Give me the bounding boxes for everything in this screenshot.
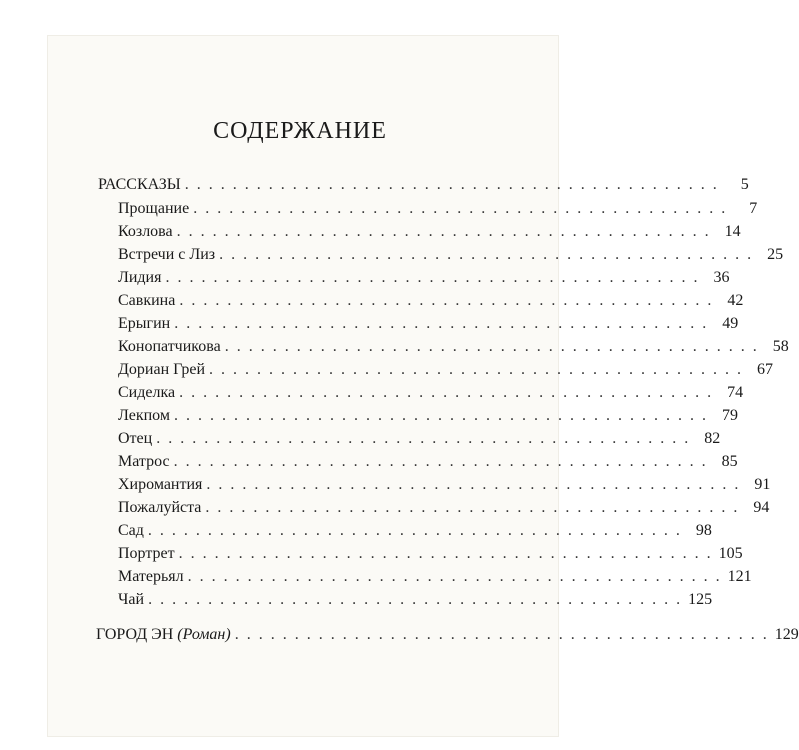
toc-label: Прощание: [118, 200, 190, 217]
leader-dots: . . . . . . . . . . . . . . . . . . . . . . . . . . . . . . . . . . . . . . . . . . . . .: [206, 476, 741, 493]
page-number: 5: [740, 176, 749, 193]
leader-dots: . . . . . . . . . . . . . . . . . . . . . . . . . . . . . . . . . . . . . . . . . . . . .: [209, 361, 744, 378]
toc-label: Ерыгин: [118, 315, 171, 332]
leader-dots: . . . . . . . . . . . . . . . . . . . . . . . . . . . . . . . . . . . . . . . . . . . . .: [184, 176, 719, 193]
toc-label: Козлова: [118, 223, 173, 240]
toc-item: [118, 430, 721, 448]
toc-section-stories: [98, 176, 749, 194]
toc-section-novel: [96, 626, 799, 644]
leader-dots: . . . . . . . . . . . . . . . . . . . . . . . . . . . . . . . . . . . . . . . . . . . . .: [176, 223, 711, 240]
leader-dots: . . . . . . . . . . . . . . . . . . . . . . . . . . . . . . . . . . . . . . . . . . . . .: [219, 246, 754, 263]
toc-item: [118, 545, 743, 563]
page-number: 14: [724, 223, 741, 240]
leader-dots: . . . . . . . . . . . . . . . . . . . . . . . . . . . . . . . . . . . . . . . . . . . . .: [179, 384, 714, 401]
page-number: 36: [713, 269, 730, 286]
leader-dots: . . . . . . . . . . . . . . . . . . . . . . . . . . . . . . . . . . . . . . . . . . . . .: [178, 545, 713, 562]
page-number: 98: [695, 522, 712, 539]
page-number: 7: [749, 200, 758, 217]
novel-note: (Роман): [177, 626, 231, 643]
leader-dots: . . . . . . . . . . . . . . . . . . . . . . . . . . . . . . . . . . . . . . . . . . . . .: [174, 315, 709, 332]
page-number: 79: [722, 407, 738, 424]
page-number: 105: [718, 545, 743, 562]
page-number: 25: [767, 246, 784, 263]
toc-label: Лекпом: [118, 407, 170, 424]
toc-label: Матерьял: [118, 568, 184, 585]
toc-item: [118, 200, 758, 218]
toc-item: [118, 499, 770, 517]
toc-label: Портрет: [118, 545, 175, 562]
toc-label: Чай: [118, 591, 145, 608]
toc-item: [118, 223, 741, 241]
toc-label: Пожалуйста: [118, 499, 202, 516]
leader-dots: . . . . . . . . . . . . . . . . . . . . . . . . . . . . . . . . . . . . . . . . . . . . .: [179, 292, 714, 309]
page-number: 125: [688, 591, 713, 608]
toc-label: Хиромантия: [118, 476, 203, 493]
page-number: 42: [727, 292, 744, 309]
page-number: 49: [722, 315, 739, 332]
page-number: 91: [754, 476, 771, 493]
toc-item: [118, 453, 738, 471]
page-number: 82: [704, 430, 721, 447]
toc-label: Матрос: [118, 453, 170, 470]
leader-dots: . . . . . . . . . . . . . . . . . . . . . . . . . . . . . . . . . . . . . . . . . . . . .: [174, 407, 708, 424]
toc-item: [118, 315, 739, 333]
toc-label: Конопатчикова: [118, 338, 221, 355]
leader-dots: . . . . . . . . . . . . . . . . . . . . . . . . . . . . . . . . . . . . . . . . . . . . .: [187, 568, 722, 585]
toc-item: [118, 246, 784, 264]
toc-item: [118, 407, 738, 425]
toc-label: Савкина: [118, 292, 176, 309]
novel-title: ГОРОД ЭН: [96, 626, 174, 643]
toc-item: [118, 338, 789, 356]
leader-dots: . . . . . . . . . . . . . . . . . . . . . . . . . . . . . . . . . . . . . . . . . . . . .: [148, 591, 683, 608]
leader-dots: . . . . . . . . . . . . . . . . . . . . . . . . . . . . . . . . . . . . . . . . . . . . .: [224, 338, 759, 355]
page-number: 94: [753, 499, 770, 516]
page-number: 74: [727, 384, 744, 401]
toc-label: Дориан Грей: [118, 361, 206, 378]
page-number: 85: [721, 453, 738, 470]
toc-label: Сиделка: [118, 384, 176, 401]
toc-label: Сад: [118, 522, 144, 539]
toc-item: [118, 361, 774, 379]
page-number: 121: [727, 568, 752, 585]
leader-dots: . . . . . . . . . . . . . . . . . . . . . . . . . . . . . . . . . . . . . . . . . . . . .: [234, 626, 769, 643]
toc-label: Отец: [118, 430, 153, 447]
leader-dots: . . . . . . . . . . . . . . . . . . . . . . . . . . . . . . . . . . . . . . . . . . . . .: [193, 200, 728, 217]
toc-item: [118, 591, 713, 609]
toc-label: РАССКАЗЫ: [98, 176, 181, 193]
toc-label: [96, 626, 231, 644]
toc-item: [118, 384, 744, 402]
page-number: 67: [757, 361, 774, 378]
toc-item: [118, 476, 771, 494]
toc-item: [118, 269, 730, 287]
toc-label: Встречи с Лиз: [118, 246, 216, 263]
page-number: 58: [772, 338, 789, 355]
leader-dots: . . . . . . . . . . . . . . . . . . . . . . . . . . . . . . . . . . . . . . . . . . . . .: [147, 522, 682, 539]
leader-dots: . . . . . . . . . . . . . . . . . . . . . . . . . . . . . . . . . . . . . . . . . . . . .: [173, 453, 708, 470]
toc-item: [118, 292, 744, 310]
page-number: 129: [774, 626, 799, 643]
toc-item: [118, 568, 752, 586]
toc-label: Лидия: [118, 269, 162, 286]
leader-dots: . . . . . . . . . . . . . . . . . . . . . . . . . . . . . . . . . . . . . . . . . . . . .: [156, 430, 691, 447]
page-title: СОДЕРЖАНИЕ: [213, 118, 387, 144]
toc-item: [118, 522, 712, 540]
leader-dots: . . . . . . . . . . . . . . . . . . . . . . . . . . . . . . . . . . . . . . . . . . . . .: [205, 499, 740, 516]
leader-dots: . . . . . . . . . . . . . . . . . . . . . . . . . . . . . . . . . . . . . . . . . . . . .: [165, 269, 700, 286]
